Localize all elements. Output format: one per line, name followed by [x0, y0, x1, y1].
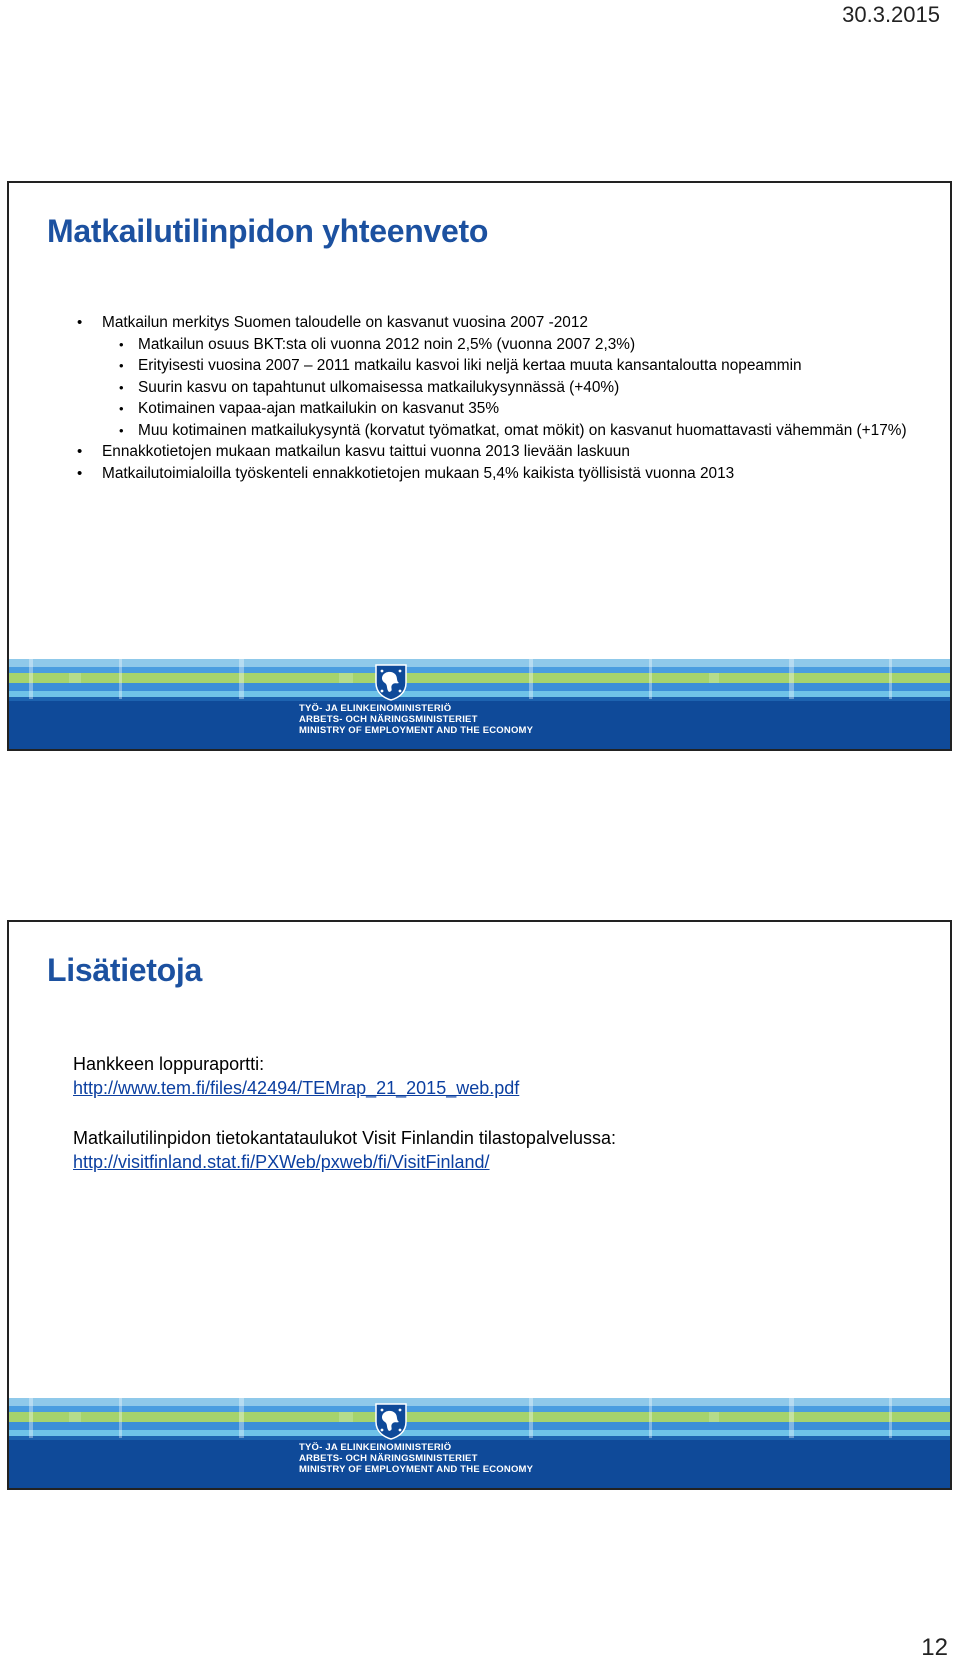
bullet-item: • Matkailutoimialoilla työskenteli ennakkotietojen mukaan 5,4% kaikista työllisistä vuonna 2013: [74, 464, 920, 484]
database-link[interactable]: http://visitfinland.stat.fi/PXWeb/pxweb/fi/VisitFinland/: [73, 1152, 490, 1172]
finnish-lion-crest-icon: [374, 1402, 408, 1440]
database-label: Matkailutilinpidon tietokantataulukot Visit Finlandin tilastopalvelussa:: [73, 1128, 616, 1148]
ministry-name: TYÖ- JA ELINKEINOMINISTERIÖ ARBETS- OCH NÄRINGSMINISTERIET MINISTRY OF EMPLOYMENT AND THE ECONOMY: [299, 703, 534, 736]
slide-summary: [7, 181, 952, 751]
slide-title: Matkailutilinpidon yhteenveto: [47, 213, 489, 249]
bullet-item: • Matkailun merkitys Suomen taloudelle on kasvanut vuosina 2007 -2012: [74, 313, 920, 333]
info-block: [73, 1052, 616, 1174]
sub-bullet-item: • Erityisesti vuosina 2007 – 2011 matkailu kasvoi liki neljä kertaa muuta kansantaloutta nopeammin: [74, 356, 920, 376]
finnish-lion-crest-icon: [374, 663, 408, 701]
report-link[interactable]: http://www.tem.fi/files/42494/TEMrap_21_2015_web.pdf: [73, 1078, 520, 1098]
sub-bullet-item: • Matkailun osuus BKT:sta oli vuonna 2012 noin 2,5% (vuonna 2007 2,3%): [74, 335, 920, 355]
page-number: 12: [921, 1634, 948, 1661]
sub-bullet-item: • Muu kotimainen matkailukysyntä (korvatut työmatkat, omat mökit) on kasvanut huomattavasti vähemmän (+17%): [74, 421, 920, 441]
header-date: 30.3.2015: [842, 2, 940, 27]
sub-bullet-item: • Kotimainen vapaa-ajan matkailukin on kasvanut 35%: [74, 399, 920, 419]
slide-footer: [9, 659, 950, 749]
slide-title: Lisätietoja: [47, 952, 202, 988]
sub-bullet-item: • Suurin kasvu on tapahtunut ulkomaisessa matkailukysynnässä (+40%): [74, 378, 920, 398]
ministry-name: TYÖ- JA ELINKEINOMINISTERIÖ ARBETS- OCH NÄRINGSMINISTERIET MINISTRY OF EMPLOYMENT AND THE ECONOMY: [299, 1442, 534, 1475]
bullet-list: [74, 313, 920, 485]
slide-footer: [9, 1398, 950, 1488]
bullet-item: • Ennakkotietojen mukaan matkailun kasvu taittui vuonna 2013 lievään laskuun: [74, 442, 920, 462]
slide-more-info: [7, 920, 952, 1490]
report-label: Hankkeen loppuraportti:: [73, 1054, 265, 1074]
